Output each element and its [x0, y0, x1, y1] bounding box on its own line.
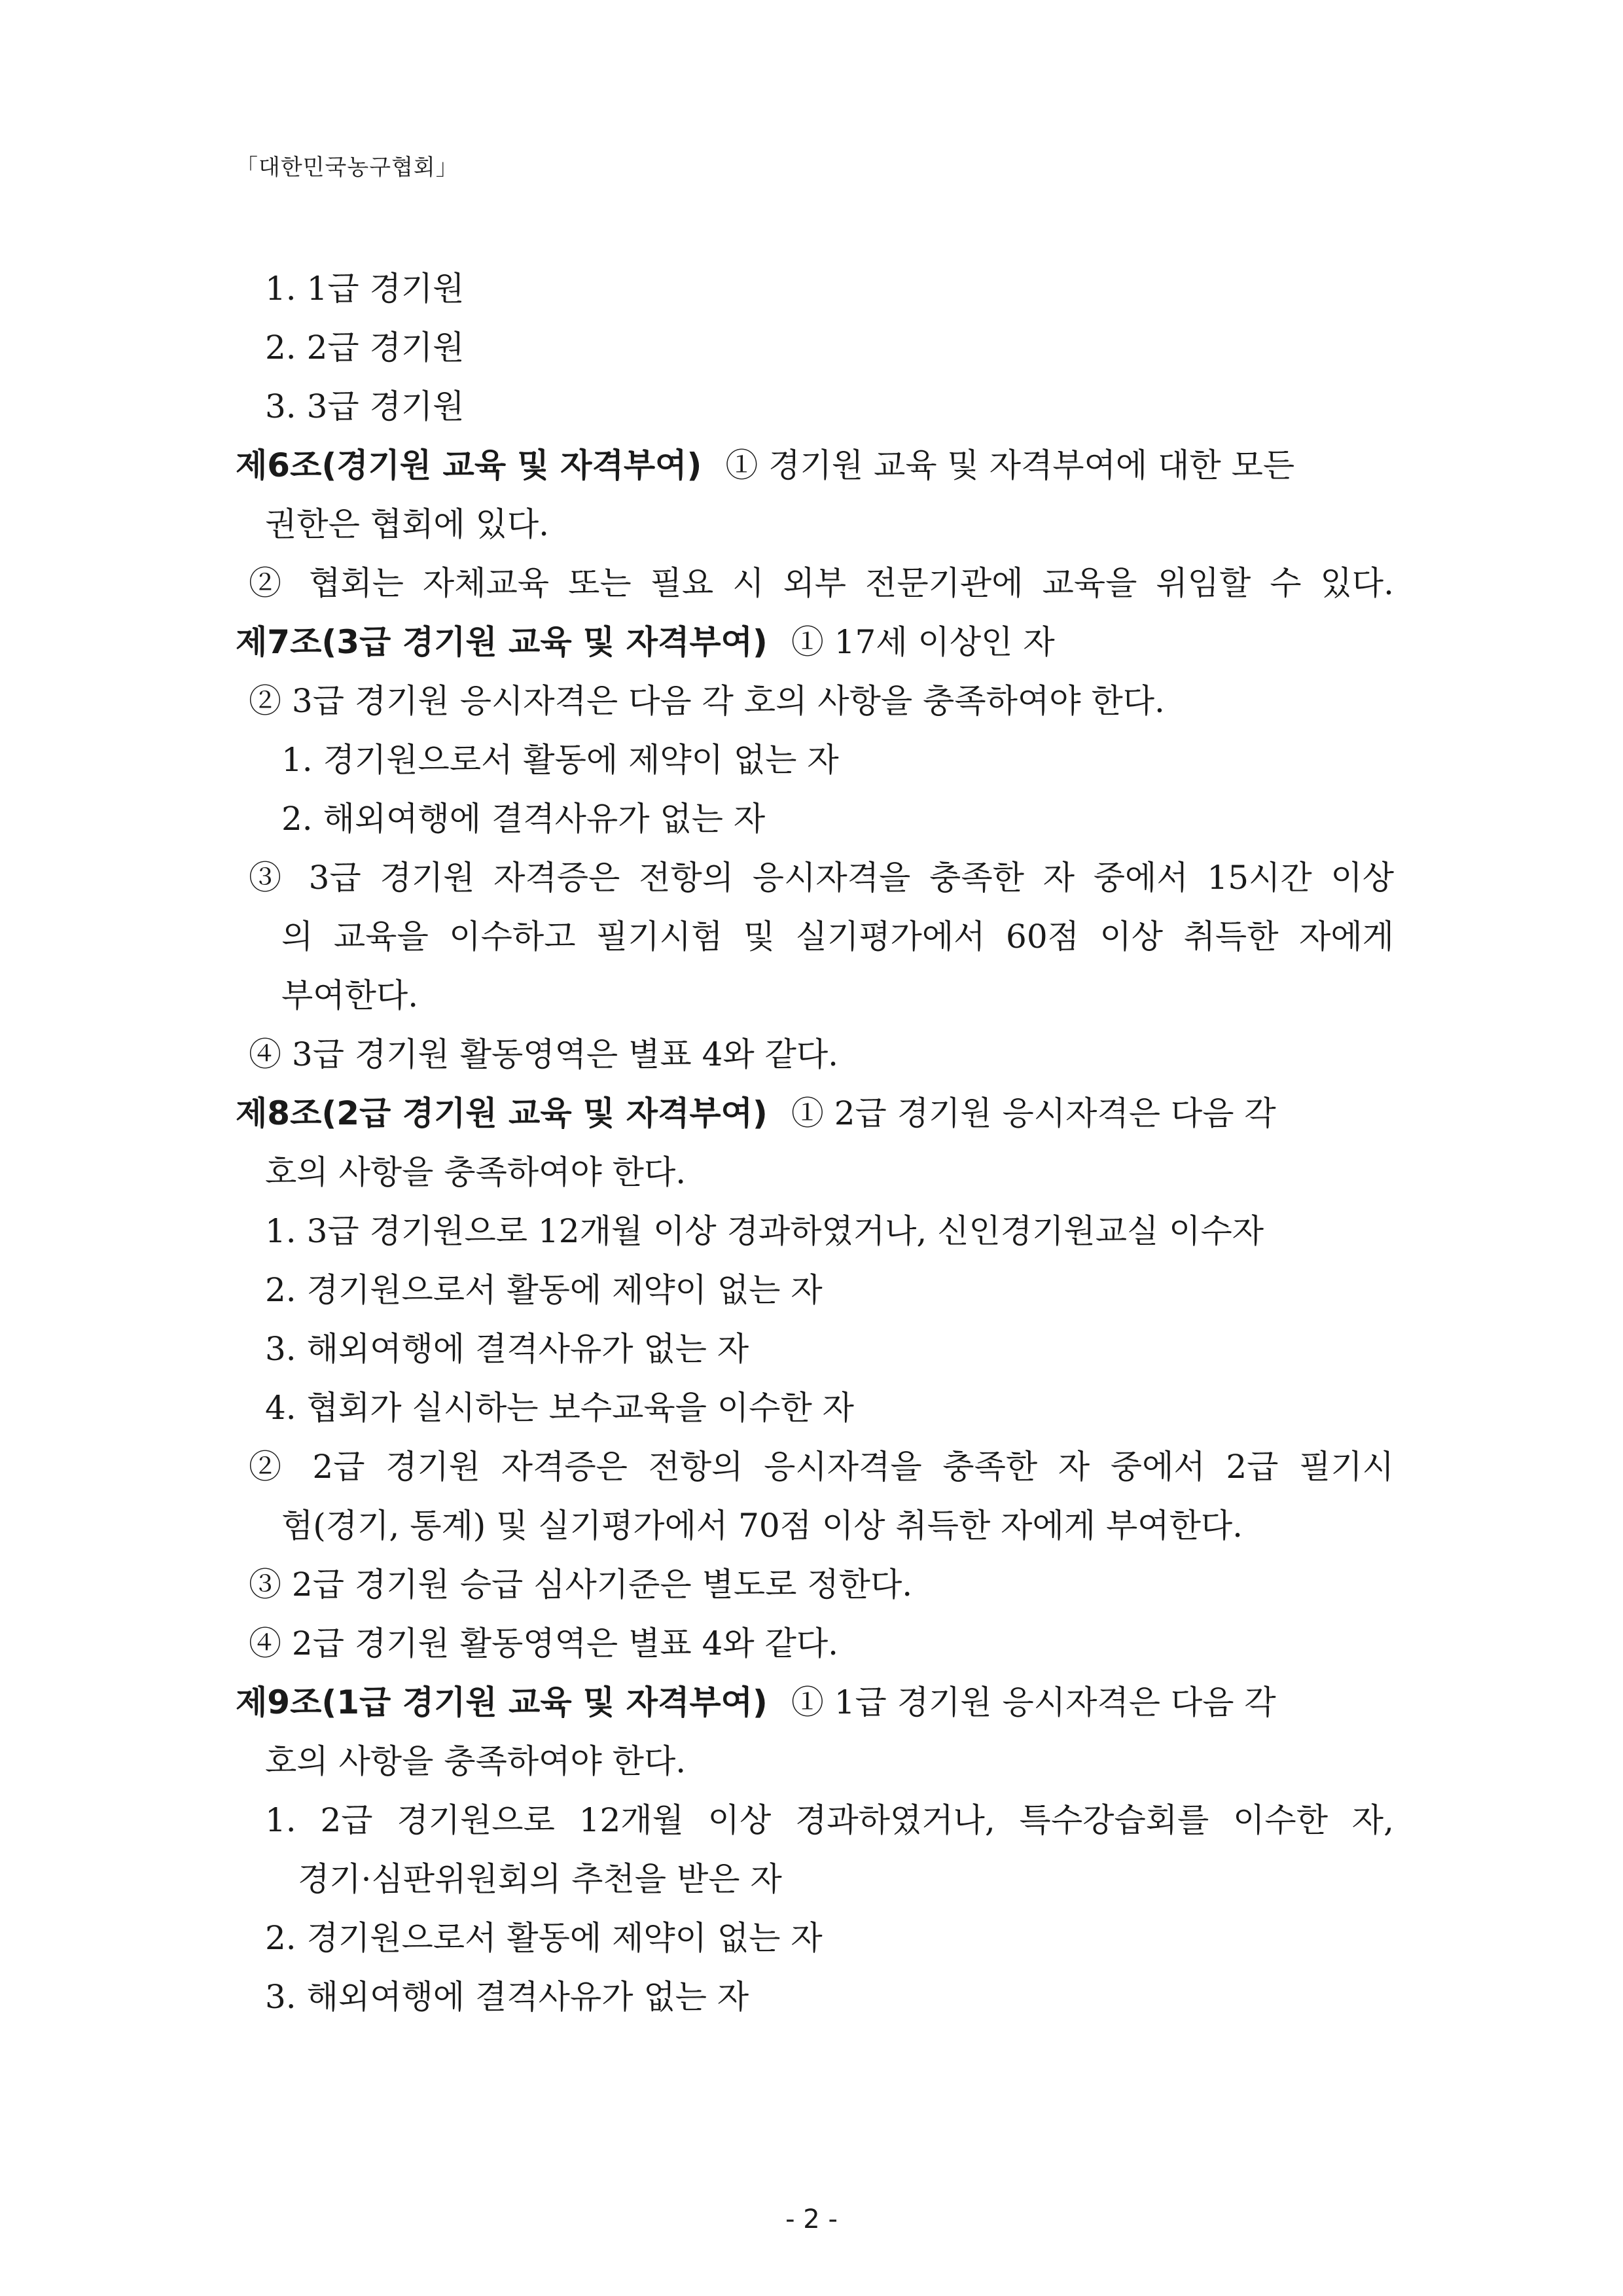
list-item-grade-2: 2. 2급 경기원 — [265, 329, 465, 367]
article-7-para-2: ② 3급 경기원 응시자격은 다음 각 호의 사항을 충족하여야 한다. — [249, 682, 1165, 720]
article-8-para-2: ② 2급 경기원 자격증은 전항의 응시자격을 충족한 자 중에서 2급 필기시 — [249, 1448, 1394, 1486]
article-6-para-2: ② 협회는 자체교육 또는 필요 시 외부 전문기관에 교육을 위임할 수 있다. — [249, 564, 1394, 602]
page-number: - 2 - — [785, 2204, 838, 2234]
article-9-title: 제9조(1급 경기원 교육 및 자격부여) — [236, 1683, 768, 1721]
document-header: 「대한민국농구협회」 — [236, 154, 459, 181]
article-9-para-1: ① 1급 경기원 응시자격은 다음 각 — [791, 1683, 1276, 1721]
article-8-para-4: ④ 2급 경기원 활동영역은 별표 4와 같다. — [249, 1624, 839, 1662]
article-8-para-2-cont: 험(경기, 통계) 및 실기평가에서 70점 이상 취득한 자에게 부여한다. — [281, 1507, 1243, 1545]
article-7-para-3-end: 부여한다. — [281, 977, 419, 1014]
article-6-para-1-cont: 권한은 협회에 있다. — [265, 505, 550, 543]
article-6-line — [236, 446, 1295, 484]
article-7-para-3-cont: 의 교육을 이수하고 필기시험 및 실기평가에서 60점 이상 취득한 자에게 — [281, 918, 1394, 956]
list-item-grade-1: 1. 1급 경기원 — [265, 270, 465, 308]
article-9-para-1-cont: 호의 사항을 충족하여야 한다. — [265, 1742, 687, 1780]
article-8-para-1: ① 2급 경기원 응시자격은 다음 각 — [791, 1094, 1276, 1132]
article-8-title: 제8조(2급 경기원 교육 및 자격부여) — [236, 1094, 768, 1132]
article-9-para-1-item-1: 1. 2급 경기원으로 12개월 이상 경과하였거나, 특수강습회를 이수한 자, — [265, 1801, 1394, 1839]
article-9-para-1-item-1-cont: 경기·심판위원회의 추천을 받은 자 — [298, 1860, 782, 1898]
article-6-para-1: ① 경기원 교육 및 자격부여에 대한 모든 — [725, 446, 1295, 484]
article-8-line — [236, 1094, 1276, 1132]
article-8-para-1-item-4: 4. 협회가 실시하는 보수교육을 이수한 자 — [265, 1389, 854, 1427]
article-9-para-1-item-2: 2. 경기원으로서 활동에 제약이 없는 자 — [265, 1919, 823, 1957]
article-7-title: 제7조(3급 경기원 교육 및 자격부여) — [236, 623, 768, 661]
article-7-para-2-item-1: 1. 경기원으로서 활동에 제약이 없는 자 — [281, 741, 839, 779]
article-8-para-3: ③ 2급 경기원 승급 심사기준은 별도로 정한다. — [249, 1566, 913, 1604]
article-8-para-1-cont: 호의 사항을 충족하여야 한다. — [265, 1153, 687, 1191]
article-9-para-1-item-3: 3. 해외여행에 결격사유가 없는 자 — [265, 1978, 749, 2016]
list-item-grade-3: 3. 3급 경기원 — [265, 387, 465, 425]
article-7-para-4: ④ 3급 경기원 활동영역은 별표 4와 같다. — [249, 1035, 839, 1073]
article-7-line — [236, 623, 1055, 661]
article-8-para-1-item-1: 1. 3급 경기원으로 12개월 이상 경과하였거나, 신인경기원교실 이수자 — [265, 1212, 1264, 1250]
article-7-para-1: ① 17세 이상인 자 — [791, 623, 1055, 661]
article-8-para-1-item-3: 3. 해외여행에 결격사유가 없는 자 — [265, 1330, 749, 1368]
article-9-line — [236, 1683, 1276, 1721]
article-7-para-2-item-2: 2. 해외여행에 결격사유가 없는 자 — [281, 800, 766, 838]
article-6-title: 제6조(경기원 교육 및 자격부여) — [236, 446, 702, 484]
article-8-para-1-item-2: 2. 경기원으로서 활동에 제약이 없는 자 — [265, 1271, 823, 1309]
article-7-para-3: ③ 3급 경기원 자격증은 전항의 응시자격을 충족한 자 중에서 15시간 이상 — [249, 859, 1395, 897]
